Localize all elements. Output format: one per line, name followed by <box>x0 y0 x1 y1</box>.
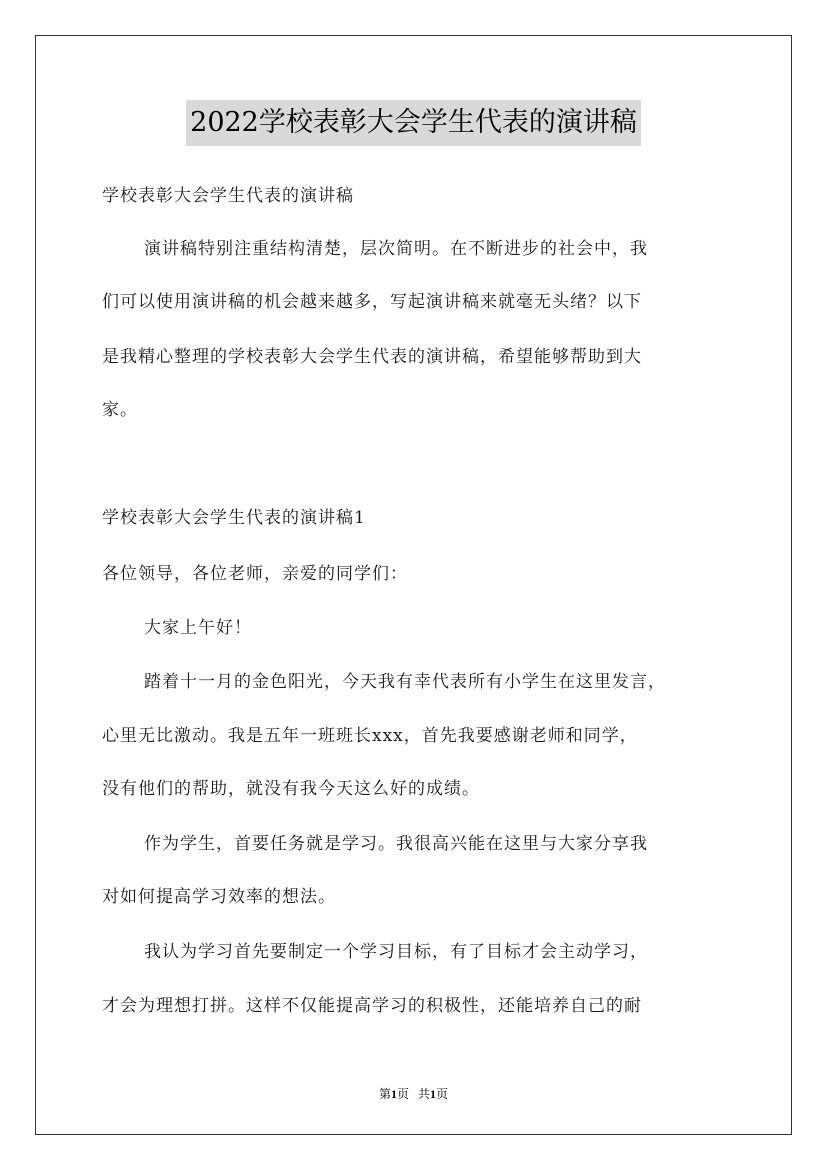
paragraph-line: 才会为理想打拼。这样不仅能提高学习的积极性，还能培养自己的耐 <box>102 996 642 1016</box>
paragraph-line: 我认为学习首先要制定一个学习目标，有了目标才会主动学习， <box>144 942 648 962</box>
section-heading: 学校表彰大会学生代表的演讲稿1 <box>102 508 366 528</box>
paragraph-line: 是我精心整理的学校表彰大会学生代表的演讲稿，希望能够帮助到大 <box>102 347 642 367</box>
paragraph-line: 演讲稿特别注重结构清楚，层次简明。在不断进步的社会中，我 <box>144 239 648 259</box>
document-title-container <box>0 100 827 146</box>
document-title: 2022学校表彰大会学生代表的演讲稿 <box>186 100 641 146</box>
paragraph-line: 作为学生，首要任务就是学习。我很高兴能在这里与大家分享我 <box>144 834 648 854</box>
paragraph-line: 心里无比激动。我是五年一班班长xxx，首先我要感谢老师和同学， <box>102 726 638 746</box>
total-prefix: 共 <box>418 1087 431 1101</box>
paragraph-line: 们可以使用演讲稿的机会越来越多，写起演讲稿来就毫无头绪？以下 <box>102 292 642 312</box>
page-prefix: 第 <box>378 1087 391 1101</box>
total-suffix: 页 <box>436 1087 449 1101</box>
page-number: 1 <box>390 1087 397 1101</box>
paragraph-line: 没有他们的帮助，就没有我今天这么好的成绩。 <box>102 779 480 799</box>
page-footer <box>0 1085 827 1102</box>
page-suffix: 页 <box>396 1087 409 1101</box>
total-pages: 1 <box>430 1087 437 1101</box>
salutation: 各位领导，各位老师，亲爱的同学们： <box>102 564 408 584</box>
paragraph-line: 对如何提高学习效率的想法。 <box>102 887 336 907</box>
paragraph-line: 家。 <box>102 400 138 420</box>
body-subtitle: 学校表彰大会学生代表的演讲稿 <box>102 186 354 206</box>
paragraph-line: 踏着十一月的金色阳光，今天我有幸代表所有小学生在这里发言， <box>144 672 666 692</box>
greeting: 大家上午好！ <box>144 618 252 638</box>
